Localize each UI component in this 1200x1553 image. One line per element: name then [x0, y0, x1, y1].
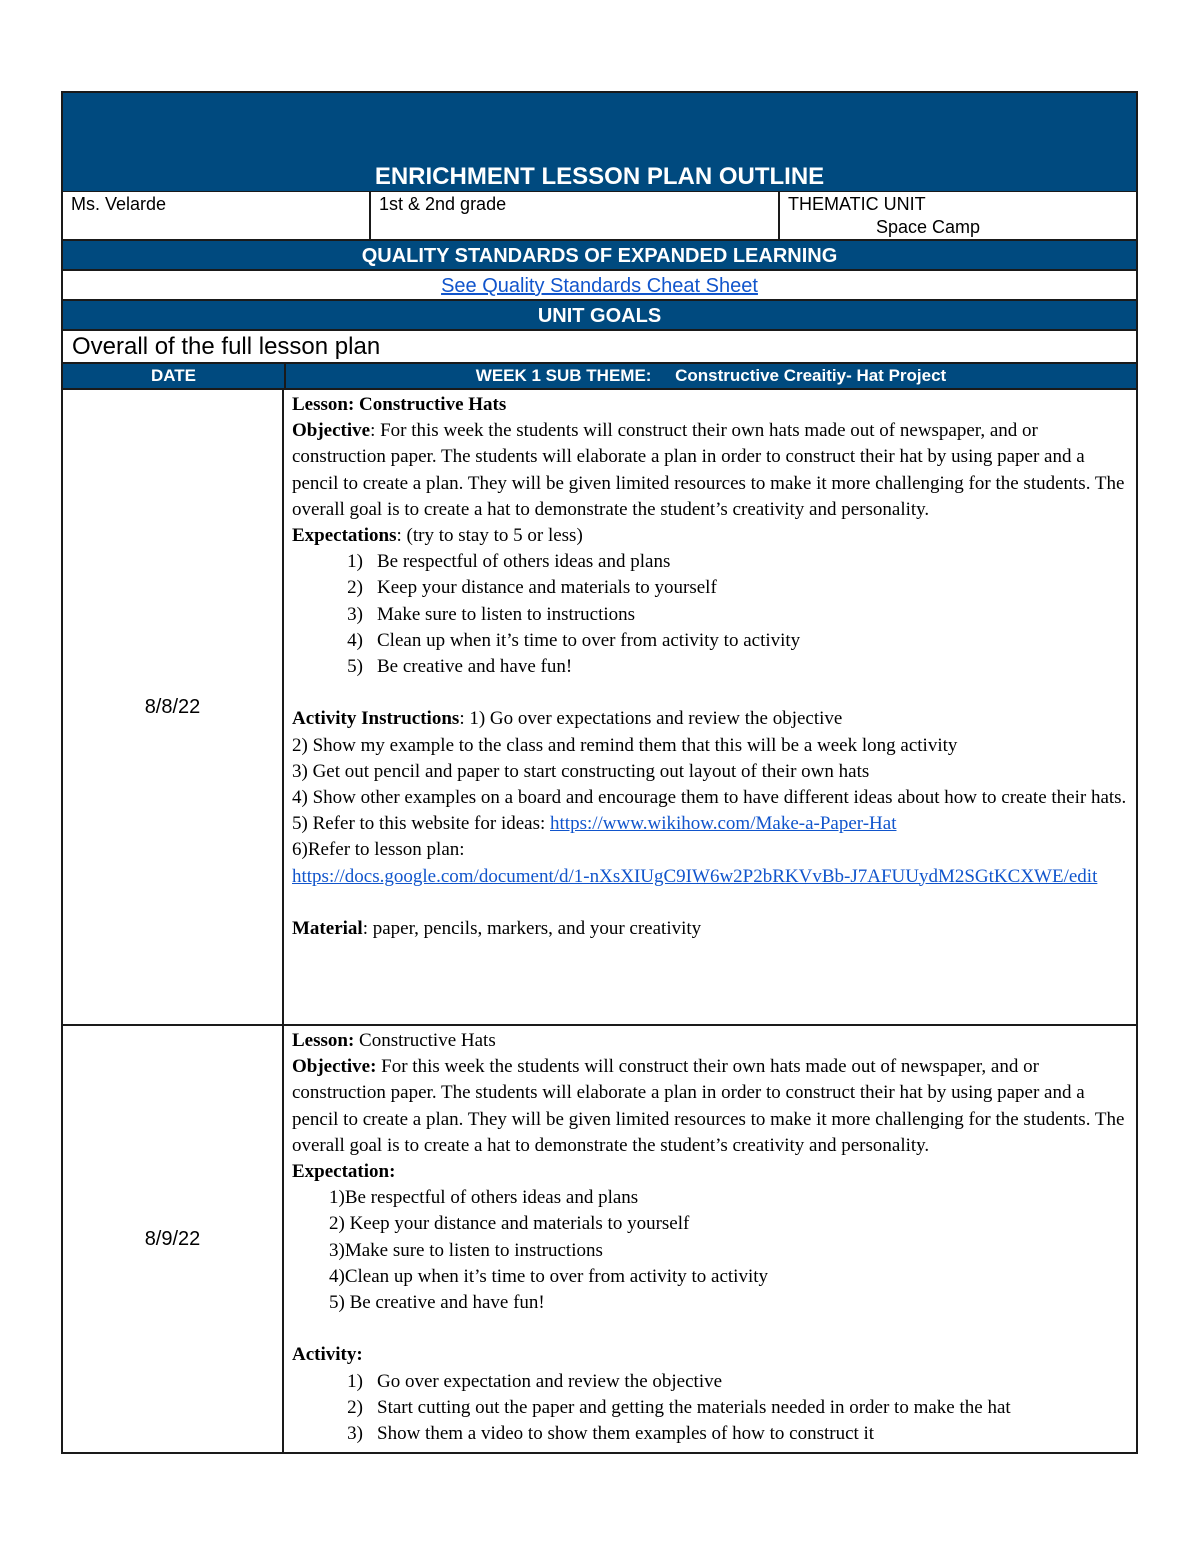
material-label: Material: [292, 918, 363, 940]
info-row: [63, 192, 1136, 241]
lesson-label: Lesson:: [292, 1030, 355, 1051]
material-text: : paper, pencils, markers, and your creativity: [362, 918, 702, 940]
list-item: 5) Be creative and have fun!: [347, 656, 573, 678]
activity-step: : 1) Go over expectations and review the objective: [459, 708, 843, 730]
expectations-list: [292, 549, 1128, 680]
list-item: 2) Keep your distance and materials to yourself: [347, 577, 717, 599]
lesson-row: [63, 1026, 1136, 1452]
activity-step: 2) Show my example to the class and remind them that this will be a week long activity: [292, 734, 958, 756]
activity-label: Activity:: [292, 1344, 363, 1366]
page-title: ENRICHMENT LESSON PLAN OUTLINE: [374, 163, 825, 190]
thematic-unit-value: Space Camp: [876, 217, 981, 237]
lesson-title: Lesson: Constructive Hats: [292, 394, 507, 415]
thematic-unit-cell: [780, 192, 1136, 239]
wikihow-link[interactable]: https://www.wikihow.com/Make-a-Paper-Hat: [550, 813, 897, 835]
list-item: 5) Be creative and have fun!: [329, 1292, 545, 1314]
table-header: [63, 364, 1136, 390]
list-item: 4)Clean up when it’s time to over from activity to activity: [329, 1265, 769, 1287]
lesson-title: Constructive Hats: [354, 1030, 496, 1051]
list-item: 1)Be respectful of others ideas and plans: [329, 1187, 639, 1209]
google-doc-link[interactable]: https://docs.google.com/document/d/1-nXsXIUgC9IW6w2P2bRKVvBb-J7AFUUydM2SGtKCXWE/edit: [292, 865, 1098, 887]
lesson-content: [284, 1026, 1136, 1452]
objective-label: Objective:: [292, 1056, 377, 1078]
grade-level: 1st & 2nd grade: [371, 192, 780, 239]
list-item: 3)Make sure to listen to instructions: [329, 1239, 603, 1261]
sub-theme-column-header: WEEK 1 SUB THEME: Constructive Creaitiy- Hat Project: [475, 366, 947, 385]
title-band: [63, 93, 1136, 192]
objective-text: : For this week the students will construct their own hats made out of newspaper, and or construction paper. The students will elaborate a plan in order to construct their hat by using paper and a pencil to create a plan. They will be given limited resources to make it more challenging for the students. The overall goal is to create a hat to demonstrate the student’s creativity and personality.: [292, 420, 1125, 520]
quality-standards-link-row: [63, 271, 1136, 301]
list-item: 2) Start cutting out the paper and getting the materials needed in order to make the hat: [347, 1396, 1011, 1418]
list-item: 1) Be respectful of others ideas and plans: [347, 551, 671, 573]
unit-goals-heading: UNIT GOALS: [63, 301, 1136, 331]
unit-goals-overall: Overall of the full lesson plan: [63, 331, 1136, 364]
expectations-note: : (try to stay to 5 or less): [396, 525, 583, 547]
expectations-label: Expectations: [292, 525, 397, 547]
lesson-row: [63, 390, 1136, 1026]
activity-step: 6)Refer to lesson plan:: [292, 839, 465, 861]
activity-step: 4) Show other examples on a board and encourage them to have different ideas about how to create their hats.: [292, 787, 1127, 809]
list-item: 3) Make sure to listen to instructions: [347, 603, 636, 625]
lesson-date: 8/9/22: [63, 1026, 284, 1452]
activity-step: 5) Refer to this website for ideas:: [292, 813, 551, 835]
objective-text: For this week the students will construct their own hats made out of newspaper, and or construction paper. The students will elaborate a plan in order to construct their hat by using paper and a pencil to create a plan. They will be given limited resources to make it more challenging for the students. The overall goal is to create a hat to demonstrate the student’s creativity and personality.: [292, 1056, 1125, 1156]
quality-standards-heading: QUALITY STANDARDS OF EXPANDED LEARNING: [63, 241, 1136, 271]
expectations-list: [292, 1185, 1128, 1316]
list-item: 3) Show them a video to show them examples of how to construct it: [347, 1423, 875, 1445]
lesson-content: [284, 390, 1136, 1024]
activity-step: 3) Get out pencil and paper to start constructing out layout of their own hats: [292, 760, 870, 782]
expectations-label: Expectation:: [292, 1161, 396, 1183]
lesson-date: 8/8/22: [63, 390, 284, 1024]
list-item: 1) Go over expectation and review the objective: [347, 1370, 723, 1392]
date-column-header: DATE: [63, 364, 286, 388]
activity-list: [292, 1369, 1128, 1448]
lesson-plan-sheet: [61, 91, 1138, 1454]
list-item: 2) Keep your distance and materials to yourself: [329, 1213, 690, 1235]
objective-label: Objective: [292, 420, 371, 442]
activity-label: Activity Instructions: [292, 708, 460, 730]
list-item: 4) Clean up when it’s time to over from activity to activity: [347, 629, 801, 651]
quality-standards-link[interactable]: See Quality Standards Cheat Sheet: [441, 275, 758, 297]
teacher-name: Ms. Velarde: [63, 192, 371, 239]
thematic-unit-label: THEMATIC UNIT: [788, 194, 926, 214]
